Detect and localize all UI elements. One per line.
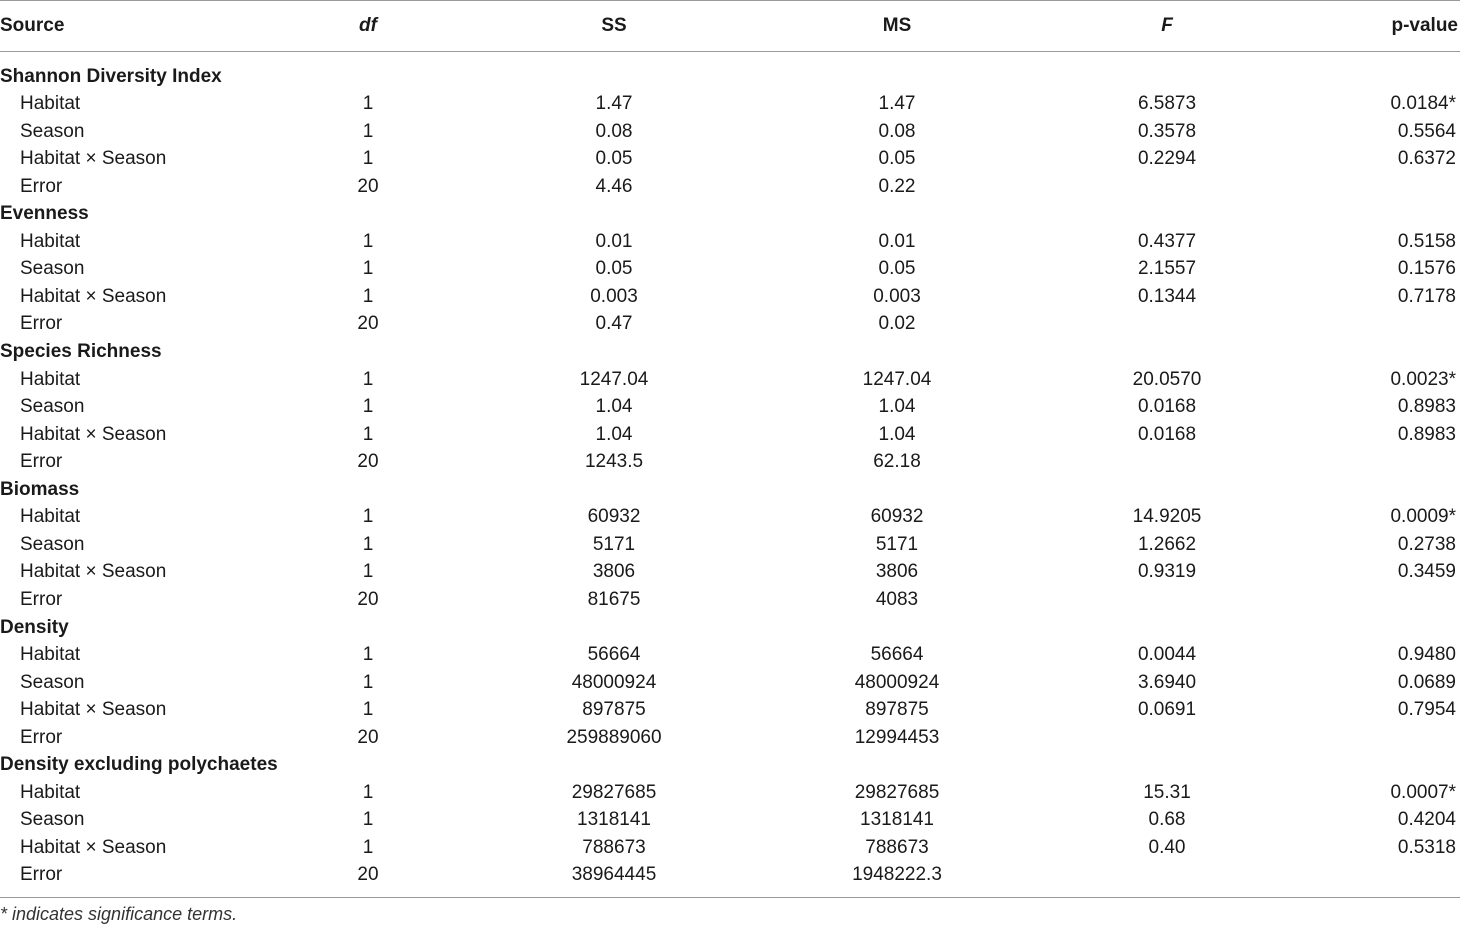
row-df: 1	[362, 644, 374, 666]
table-row	[0, 173, 1460, 201]
row-source: Habitat × Season	[20, 423, 167, 445]
table-row	[0, 531, 1460, 559]
row-f: 0.68	[1148, 809, 1186, 831]
table-row	[0, 558, 1460, 586]
header-ss: SS	[601, 15, 627, 36]
row-p-value: 0.7178	[1397, 285, 1456, 307]
header-source: Source	[0, 15, 65, 36]
section-row	[0, 476, 1460, 504]
row-p-value: 0.3459	[1397, 561, 1456, 583]
row-ms: 62.18	[873, 451, 921, 473]
section-title: Shannon Diversity Index	[0, 65, 222, 87]
row-ss: 0.05	[595, 148, 633, 170]
row-ss: 0.01	[595, 230, 633, 252]
row-p-value: 0.0184*	[1390, 93, 1456, 115]
row-source: Habitat	[20, 506, 81, 528]
row-p-value: 0.1576	[1397, 258, 1456, 280]
row-ms: 1247.04	[862, 368, 932, 390]
row-p-value: 0.5318	[1397, 836, 1456, 858]
section-row	[0, 751, 1460, 779]
row-ss: 1247.04	[579, 368, 649, 390]
row-ms: 4083	[875, 588, 919, 610]
row-ss: 788673	[582, 836, 646, 858]
row-f: 3.6940	[1137, 671, 1197, 693]
row-df: 1	[362, 93, 374, 115]
table-row	[0, 228, 1460, 256]
table-header-row	[0, 12, 1460, 40]
row-source: Season	[20, 396, 85, 418]
row-ms: 1.04	[878, 396, 916, 418]
row-ms: 29827685	[854, 781, 940, 803]
section-row	[0, 614, 1460, 642]
row-df: 20	[357, 313, 379, 335]
row-f: 15.31	[1143, 781, 1191, 803]
row-f: 0.4377	[1137, 230, 1197, 252]
row-df: 1	[362, 230, 374, 252]
row-f: 0.9319	[1137, 561, 1197, 583]
section-title: Evenness	[0, 203, 89, 225]
row-ms: 1318141	[860, 809, 934, 831]
section-row	[0, 338, 1460, 366]
table-row	[0, 90, 1460, 118]
row-p-value: 0.0009*	[1390, 506, 1456, 528]
header-f: F	[1161, 15, 1173, 36]
row-source: Habitat × Season	[20, 285, 167, 307]
row-source: Error	[20, 588, 63, 610]
section-title: Species Richness	[0, 341, 162, 362]
row-df: 1	[362, 671, 374, 693]
row-df: 1	[362, 258, 374, 280]
row-ss: 48000924	[571, 671, 657, 693]
row-df: 1	[362, 836, 374, 858]
row-ms: 0.003	[873, 285, 921, 307]
row-ms: 1.04	[878, 423, 916, 445]
row-df: 1	[362, 120, 374, 142]
row-source: Error	[20, 726, 63, 748]
table-row	[0, 586, 1460, 614]
row-f: 0.0168	[1137, 396, 1197, 418]
row-df: 1	[362, 285, 374, 307]
table-row	[0, 448, 1460, 476]
row-df: 20	[357, 451, 379, 473]
row-source: Habitat × Season	[20, 836, 167, 858]
row-df: 1	[362, 561, 374, 583]
row-p-value: 0.9480	[1397, 644, 1456, 666]
section-title: Density excluding polychaetes	[0, 754, 278, 776]
table-row	[0, 834, 1460, 862]
row-df: 1	[362, 368, 374, 390]
table-row	[0, 806, 1460, 834]
section-title: Density	[0, 616, 69, 638]
table-row	[0, 283, 1460, 311]
row-source: Habitat	[20, 230, 81, 252]
row-source: Season	[20, 671, 85, 693]
row-f: 14.9205	[1132, 506, 1202, 528]
row-f: 0.0691	[1137, 699, 1197, 721]
row-df: 20	[357, 726, 379, 748]
row-p-value: 0.8983	[1397, 396, 1456, 418]
table-row	[0, 255, 1460, 283]
row-df: 20	[357, 864, 379, 886]
row-ms: 12994453	[854, 726, 940, 748]
row-p-value: 0.7954	[1397, 699, 1456, 721]
row-source: Habitat	[20, 781, 81, 803]
row-ms: 0.05	[878, 148, 916, 170]
row-ms: 1948222.3	[852, 864, 942, 886]
row-f: 0.3578	[1137, 120, 1197, 142]
row-ss: 38964445	[571, 864, 657, 886]
table-row	[0, 393, 1460, 421]
table-row	[0, 669, 1460, 697]
row-ss: 4.46	[595, 175, 633, 197]
row-p-value: 0.8983	[1397, 423, 1456, 445]
row-ss: 259889060	[566, 726, 662, 748]
row-df: 1	[362, 699, 374, 721]
row-df: 1	[362, 148, 374, 170]
row-ss: 0.05	[595, 258, 633, 280]
table-row	[0, 421, 1460, 449]
row-df: 20	[357, 588, 379, 610]
row-df: 1	[362, 396, 374, 418]
row-df: 1	[362, 809, 374, 831]
row-ms: 3806	[875, 561, 919, 583]
row-f: 6.5873	[1137, 93, 1197, 115]
header-ms: MS	[882, 15, 912, 36]
row-ss: 897875	[582, 699, 646, 721]
row-f: 2.1557	[1137, 258, 1197, 280]
row-ss: 56664	[587, 644, 641, 666]
row-ss: 1318141	[577, 809, 651, 831]
table-row	[0, 145, 1460, 173]
row-ms: 1.47	[878, 93, 916, 115]
table-row	[0, 366, 1460, 394]
row-ss: 29827685	[571, 781, 657, 803]
row-ss: 5171	[592, 533, 636, 555]
row-source: Habitat	[20, 368, 81, 390]
row-ms: 0.01	[878, 230, 916, 252]
row-ss: 1.04	[595, 423, 633, 445]
row-source: Habitat	[20, 93, 81, 115]
row-p-value: 0.6372	[1397, 148, 1456, 170]
row-ms: 0.02	[878, 313, 916, 335]
row-ms: 48000924	[854, 671, 940, 693]
row-ms: 56664	[870, 644, 924, 666]
row-df: 1	[362, 423, 374, 445]
row-source: Habitat × Season	[20, 148, 167, 170]
row-df: 1	[362, 781, 374, 803]
table-row	[0, 779, 1460, 807]
row-f: 20.0570	[1132, 368, 1202, 390]
row-ss: 3806	[592, 561, 636, 583]
row-p-value: 0.5158	[1397, 230, 1456, 252]
row-df: 20	[357, 175, 379, 197]
section-row	[0, 63, 1460, 91]
section-title: Biomass	[0, 478, 80, 500]
row-p-value: 0.0007*	[1390, 781, 1456, 803]
table-row	[0, 696, 1460, 724]
row-f: 0.0044	[1137, 644, 1197, 666]
row-ss: 0.47	[595, 313, 633, 335]
row-f: 0.40	[1148, 836, 1186, 858]
row-source: Error	[20, 313, 63, 335]
row-f: 0.0168	[1137, 423, 1197, 445]
header-p-value: p-value	[1391, 15, 1458, 36]
row-source: Error	[20, 175, 63, 197]
row-ss: 0.08	[595, 120, 633, 142]
row-df: 1	[362, 533, 374, 555]
row-ms: 0.22	[878, 175, 916, 197]
header-df: df	[359, 15, 377, 36]
row-ss: 1.47	[595, 93, 633, 115]
row-ms: 5171	[875, 533, 919, 555]
row-ss: 1.04	[595, 396, 633, 418]
row-source: Season	[20, 258, 85, 280]
row-p-value: 0.0689	[1397, 671, 1456, 693]
row-ms: 897875	[865, 699, 929, 721]
row-ss: 60932	[587, 506, 641, 528]
section-row	[0, 200, 1460, 228]
row-f: 0.1344	[1137, 285, 1197, 307]
header-rule	[0, 51, 1460, 52]
row-ms: 788673	[865, 836, 929, 858]
row-source: Habitat	[20, 644, 81, 666]
row-ms: 0.08	[878, 120, 916, 142]
row-p-value: 0.0023*	[1390, 368, 1456, 390]
table-row	[0, 503, 1460, 531]
table-row	[0, 118, 1460, 146]
row-f: 1.2662	[1137, 533, 1197, 555]
row-f: 0.2294	[1137, 148, 1197, 170]
row-p-value: 0.2738	[1397, 533, 1456, 555]
row-p-value: 0.5564	[1397, 120, 1456, 142]
table-row	[0, 724, 1460, 752]
row-ms: 60932	[870, 506, 924, 528]
table-bottom-rule	[0, 897, 1460, 898]
row-source: Season	[20, 809, 85, 831]
row-source: Season	[20, 533, 85, 555]
row-source: Season	[20, 120, 85, 142]
table-row	[0, 861, 1460, 889]
row-source: Habitat × Season	[20, 561, 167, 583]
row-ss: 0.003	[590, 285, 638, 307]
row-source: Habitat × Season	[20, 699, 167, 721]
row-ss: 1243.5	[584, 451, 644, 473]
table-footnote: * indicates significance terms.	[0, 904, 238, 924]
row-df: 1	[362, 506, 374, 528]
row-ms: 0.05	[878, 258, 916, 280]
table-row	[0, 310, 1460, 338]
row-p-value: 0.4204	[1397, 809, 1456, 831]
row-source: Error	[20, 864, 63, 886]
table-row	[0, 641, 1460, 669]
row-source: Error	[20, 451, 63, 473]
table-top-rule	[0, 0, 1460, 1]
row-ss: 81675	[587, 588, 641, 610]
